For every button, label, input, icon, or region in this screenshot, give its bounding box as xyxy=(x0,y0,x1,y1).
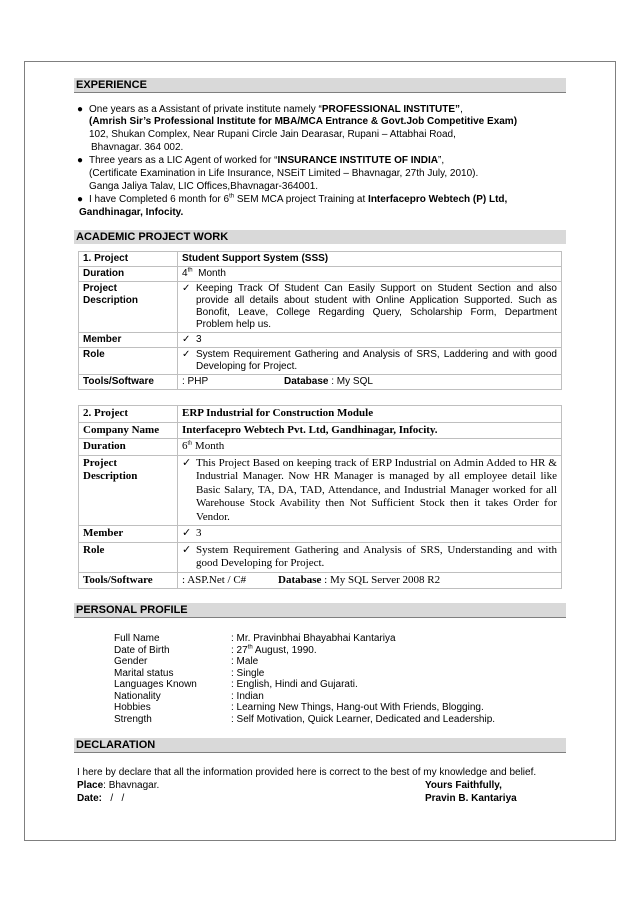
personal-profile-list xyxy=(114,633,495,725)
project-1-tools-label: Tools/Software xyxy=(79,375,178,390)
checkmark-icon: ✓ xyxy=(182,527,192,539)
academic-heading: ACADEMIC PROJECT WORK xyxy=(74,230,566,244)
declaration-signature-name: Pravin B. Kantariya xyxy=(425,793,517,804)
experience-item-3-line-2: Gandhinagar, Infocity. xyxy=(79,207,184,218)
table-row xyxy=(79,422,562,439)
profile-label: Full Name xyxy=(114,633,160,644)
profile-label: Marital status xyxy=(114,667,174,679)
project-2-member-label: Member xyxy=(79,526,178,543)
profile-row xyxy=(114,691,495,703)
checkmark-icon: ✓ xyxy=(182,456,192,469)
experience-item-3-line-1: I have Completed 6 month for 6th SEM MCA project Training at Interfacepro Webtech (P) Ltd, xyxy=(89,193,508,205)
profile-value: : Mr. Pravinbhai Bhayabhai Kantariya xyxy=(231,633,396,644)
checkmark-icon: ✓ xyxy=(182,349,191,360)
checkmark-icon: ✓ xyxy=(182,283,191,294)
table-row xyxy=(79,455,562,526)
project-1-role: ✓ System Requirement Gathering and Analysis of SRS, Laddering and with good Developing for Project. xyxy=(178,348,562,375)
project-2-duration-label: Duration xyxy=(79,439,178,456)
project-2-desc-label: Project Description xyxy=(79,455,178,526)
profile-row xyxy=(114,668,495,680)
profile-value: : Learning New Things, Hang-out With Friends, Blogging. xyxy=(231,702,484,713)
experience-item-2-line-2: (Certificate Examination in Life Insurance, NSEiT Limited – Bhavnagar, 27th July, 2010). xyxy=(89,168,479,179)
table-row xyxy=(79,252,562,267)
project-1-duration-label: Duration xyxy=(79,267,178,282)
project-2-company-label: Company Name xyxy=(79,422,178,439)
project-1-desc-label: Project Description xyxy=(79,282,178,333)
declaration-divider xyxy=(74,752,566,753)
project-2-member: ✓ 3 xyxy=(178,526,562,543)
profile-row xyxy=(114,702,495,714)
experience-item-1-line-2: (Amrish Sir’s Professional Institute for MBA/MCA Entrance & Govt.Job Competitive Exam) xyxy=(89,116,518,127)
table-row xyxy=(79,282,562,333)
profile-label: Strength xyxy=(114,713,152,725)
profile-label: Languages Known xyxy=(114,679,197,690)
bullet-icon: ● xyxy=(77,104,84,115)
checkmark-icon: ✓ xyxy=(182,543,192,556)
profile-label: Hobbies xyxy=(114,702,151,713)
profile-value: : 27th August, 1990. xyxy=(231,644,317,656)
project-1-description: ✓ Keeping Track Of Student Can Easily Support on Student Section and also provide all details about student with Online Application Supported. Such as Bonofit, Leave, College Regarding Query, Scholarship Form, Department Problem help us. xyxy=(178,282,562,333)
bullet-icon: ● xyxy=(77,194,84,205)
project-2-table xyxy=(78,405,562,589)
table-row xyxy=(79,267,562,282)
profile-value: : Single xyxy=(231,667,265,679)
profile-row xyxy=(114,714,495,726)
declaration-heading: DECLARATION xyxy=(74,738,566,752)
personal-profile-divider xyxy=(74,617,566,618)
project-2-role-label: Role xyxy=(79,542,178,572)
profile-row xyxy=(114,679,495,691)
profile-value: : English, Hindi and Gujarati. xyxy=(231,679,358,690)
project-1-duration: 4th Month xyxy=(178,267,562,282)
table-row xyxy=(79,542,562,572)
project-2-tools: : ASP.Net / C# Database : My SQL Server 2008 R2 xyxy=(178,572,562,589)
project-2-label: 2. Project xyxy=(79,406,178,423)
profile-label: Gender xyxy=(114,656,148,667)
table-row xyxy=(79,406,562,423)
personal-profile-heading: PERSONAL PROFILE xyxy=(74,603,566,617)
table-row xyxy=(79,526,562,543)
project-2-description: ✓ This Project Based on keeping track of ERP Industrial on Admin Added to HR & Industrial Manager. Now HR Manager is managed by all employee detail like Basic Salary, TA, DA, TAD, Attendance, and Industrial Manager worked for all Warehouse Stock Avability then Not Sufficient Stock then it takes Order for Vendor. xyxy=(178,455,562,526)
profile-row xyxy=(114,645,495,657)
profile-value: : Male xyxy=(231,656,259,667)
experience-item-1-line-1: One years as a Assistant of private institute namely “PROFESSIONAL INSTITUTE”, xyxy=(89,104,463,115)
project-1-tools: : PHP Database : My SQL xyxy=(178,375,562,390)
table-row xyxy=(79,375,562,390)
experience-divider xyxy=(74,92,566,93)
project-1-member: ✓ 3 xyxy=(178,333,562,348)
profile-value: : Indian xyxy=(231,690,264,702)
project-2-company: Interfacepro Webtech Pvt. Ltd, Gandhinagar, Infocity. xyxy=(178,422,562,439)
experience-item-2-line-3: Ganga Jaliya Talav, LIC Offices,Bhavnagar-364001. xyxy=(89,181,319,192)
declaration-place: Place: Bhavnagar. xyxy=(77,780,160,791)
experience-item-1-line-4: Bhavnagar. 364 002. xyxy=(91,142,184,153)
project-1-title: Student Support System (SSS) xyxy=(178,252,562,267)
project-2-tools-label: Tools/Software xyxy=(79,572,178,589)
checkmark-icon: ✓ xyxy=(182,334,191,345)
bullet-icon: ● xyxy=(77,155,84,166)
profile-row xyxy=(114,656,495,668)
table-row xyxy=(79,439,562,456)
profile-label: Nationality xyxy=(114,690,161,702)
experience-item-2-line-1: Three years as a LIC Agent of worked for “INSURANCE INSTITUTE OF INDIA”, xyxy=(89,155,445,166)
experience-heading: EXPERIENCE xyxy=(74,78,566,92)
project-2-role: ✓ System Requirement Gathering and Analysis of SRS, Understanding and with good Developing for Project. xyxy=(178,542,562,572)
table-row xyxy=(79,572,562,589)
profile-label: Date of Birth xyxy=(114,644,170,656)
declaration-date: Date: / / xyxy=(77,793,125,804)
project-1-role-label: Role xyxy=(79,348,178,375)
profile-row xyxy=(114,633,495,645)
project-2-duration: 6th Month xyxy=(178,439,562,456)
project-1-table xyxy=(78,251,562,390)
project-2-title: ERP Industrial for Construction Module xyxy=(178,406,562,423)
project-1-member-label: Member xyxy=(79,333,178,348)
project-1-label: 1. Project xyxy=(79,252,178,267)
declaration-statement: I here by declare that all the information provided here is correct to the best of my knowledge and belief. xyxy=(77,767,537,778)
experience-item-1-line-3: 102, Shukan Complex, Near Rupani Circle Jain Dearasar, Rupani – Attabhai Road, xyxy=(89,129,456,140)
declaration-closing: Yours Faithfully, xyxy=(425,780,502,791)
table-row xyxy=(79,333,562,348)
table-row xyxy=(79,348,562,375)
profile-value: : Self Motivation, Quick Learner, Dedicated and Leadership. xyxy=(231,713,496,725)
